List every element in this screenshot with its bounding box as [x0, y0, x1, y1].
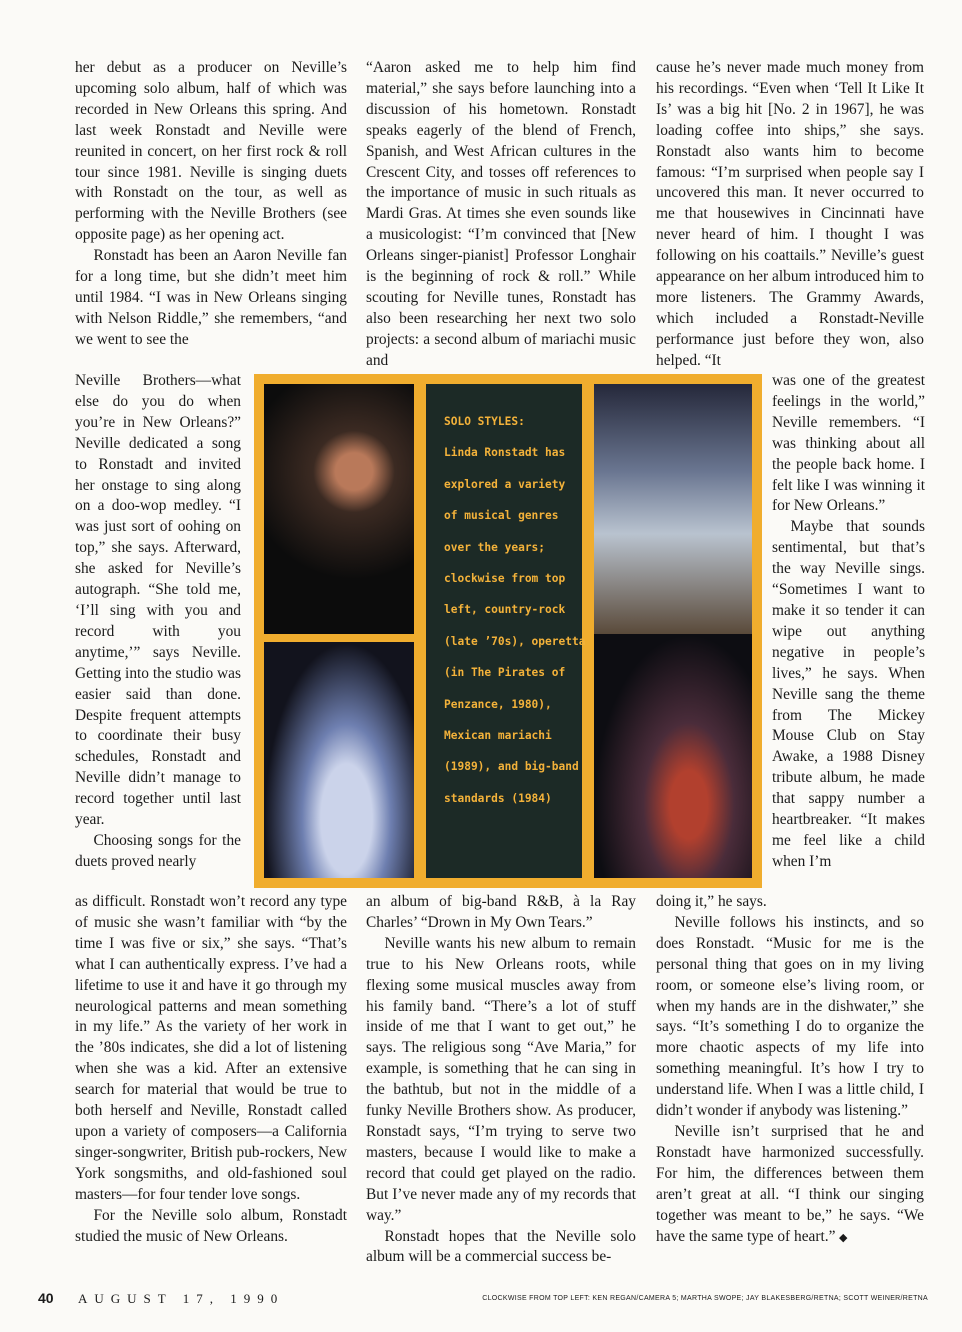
caption-line: explored a variety	[444, 477, 566, 491]
article-paragraph: Maybe that sounds sentimental, but that’s the way Neville sings. “Sometimes I want to make it so tender it can wipe out anything negative in people’s lives,” he says. When Neville sang the theme from The Mickey Mouse Club on Stay Awake, a 1988 Disney tribute album, he made that sappy number a heartbreaker. “It makes me feel like a child when I’m	[772, 518, 925, 870]
article-paragraph: an album of big-band R&B, à la Ray Charles’ “Drown in My Own Tears.”	[366, 893, 636, 931]
caption-line: of musical genres	[444, 509, 559, 523]
article-column-2-top	[366, 58, 636, 372]
photo-credits: CLOCKWISE FROM TOP LEFT: KEN REGAN/CAMERA 5; MARTHA SWOPE; JAY BLAKESBERG/RETNA; SCOTT WEINER/RETNA	[482, 1295, 928, 1302]
article-paragraph: Neville Brothers—what else do you do when you’re in New Orleans?” Neville dedicated a song to Ronstadt and invited her onstage to sing along on a doo-wop medley. “I was just sort of oohing on top,” she says. Afterward, she asked for Neville’s autograph. “She told me, ‘I’ll sing with you and record with you anytime,’” says Neville. Getting into the studio was easier said than done. Despite frequent attempts to coordinate their busy schedules, Ronstadt and Neville didn’t manage to record together until last year.	[75, 372, 241, 829]
article-column-3-beside-photos	[772, 371, 925, 873]
article-paragraph: Choosing songs for the duets proved nearly	[75, 831, 241, 870]
issue-date: AUGUST 17, 1990	[78, 1291, 285, 1306]
caption-line: (1989), and big-band	[444, 760, 579, 774]
article-column-1-bottom	[75, 892, 347, 1247]
caption-line: SOLO STYLES:	[444, 415, 525, 428]
caption-line: left, country-rock	[444, 603, 566, 617]
end-mark-icon: ◆	[835, 1230, 848, 1244]
photo-operetta	[594, 384, 752, 634]
photo-country-rock	[264, 384, 414, 634]
article-column-3-top	[656, 58, 924, 372]
article-paragraph: Ronstadt hopes that the Neville solo album will be a commercial success be-	[366, 1227, 636, 1266]
caption-line: Linda Ronstadt has	[444, 446, 566, 460]
photo-collage	[254, 374, 762, 888]
caption-line: Penzance, 1980),	[444, 697, 552, 711]
photo-big-band	[264, 642, 414, 878]
caption-line: over the years;	[444, 540, 546, 554]
caption-line: (in The Pirates of	[444, 666, 566, 680]
article-column-1-top	[75, 58, 347, 351]
article-paragraph: Neville isn’t surprised that he and Ronstadt have harmonized successfully. For him, the differences between them aren’t great at all. “I think our singing together was meant to be,” he says. “We have the same type of heart.” ◆	[656, 1122, 924, 1245]
article-paragraph: cause he’s never made much money from his recordings. “Even when ‘Tell It Like It Is’ was a big hit [No. 2 in 1967], he was loading coffee into ships,” she says. Ronstadt also wants him to become famous: “I’m surprised when people say I uncovered this man. It never occurred to me that housewives in Cincinnati have never heard of him. I thought I was following on his coattails.” Neville’s guest appearance on her album introduced him to more listeners. The Grammy Awards, which included a Ronstadt-Neville performance just before they won, also helped. “It	[656, 59, 924, 369]
page-footer	[38, 1290, 928, 1310]
article-column-1-beside-photos	[75, 371, 241, 873]
photo-caption	[426, 384, 586, 878]
article-column-3-bottom	[656, 892, 924, 1248]
article-paragraph: Neville follows his instincts, and so does Ronstadt. “Music for me is the personal thing that goes on in my living room, or someone else’s living room, or when my hands are in the dishwater,” she says. “It’s something I do to organize the more chaotic aspects of my life into something meaningful. It’s how I try to understand life. When I was a little child, I didn’t wonder if anybody was listening.”	[656, 913, 924, 1120]
article-paragraph: doing it,” he says.	[656, 893, 767, 910]
article-paragraph: For the Neville solo album, Ronstadt studied the music of New Orleans.	[75, 1206, 347, 1245]
article-paragraph: Neville wants his new album to remain true to his New Orleans roots, while flexing some musical muscles away from his family band. “There’s a lot of stuff inside of me that I want to get out,” he says. The religious song “Ave Maria,” for example, is something that he can sing in the bathtub, but not in the middle of a funky Neville Brothers show. As producer, Ronstadt says, “I’m trying to serve two masters, because I would like to make a record that could get played on the radio. But I’ve never made any of my records that way.”	[366, 934, 636, 1224]
caption-line: clockwise from top	[444, 572, 566, 586]
photo-mariachi	[594, 634, 752, 878]
caption-line: (late ’70s), operetta	[444, 634, 586, 648]
article-paragraph: as difficult. Ronstadt won’t record any type of music she wasn’t familiar with “by the time I was five or six,” she says. “That’s what I can authentically express. I’ve had a lifetime to use it and have it go through my neurological patterns and mean something in my life.” As the variety of her work in the ’80s indicates, she did a lot of listening when she was a kid. After an extensive search for material that would be true to both herself and Neville, Ronstadt called upon a variety of composers—a California singer-songwriter, British pub-rockers, New York songsmiths, and old-fashioned soul masters—for four tender love songs.	[75, 893, 347, 1203]
article-paragraph: “Aaron asked me to help him find material,” she says before launching into a discussion of his hometown. Ronstadt speaks eagerly of the blend of French, Spanish, and West African cultures in the Crescent City, and tosses off references to the importance of music in such rituals as Mardi Gras. At times she even sounds like a musicologist: “I’m convinced that [New Orleans singer-pianist] Professor Longhair is the beginning of rock & roll.” While scouting for Neville tunes, Ronstadt has also been researching her next two solo projects: a second album of mariachi music and	[366, 59, 636, 369]
article-paragraph: her debut as a producer on Neville’s upcoming solo album, half of which was recorded in New Orleans this spring. And last week Ronstadt and Neville were reunited in concert, on her first rock & roll tour since 1981. Neville is singing duets with Ronstadt on the tour, as well as performing with the Neville Brothers (see opposite page) as her opening act.	[75, 59, 347, 244]
page-number: 40	[38, 1290, 54, 1306]
caption-line: Mexican mariachi	[444, 729, 552, 743]
article-paragraph: was one of the greatest feelings in the world,” Neville remembers. “I was thinking about all the people back home. I felt like I was winning it for New Orleans.”	[772, 372, 925, 515]
article-paragraph: Ronstadt has been an Aaron Neville fan for a long time, but she didn’t meet him until 1984. “I was in New Orleans singing with Nelson Riddle,” she remembers, “and we went to see the	[75, 247, 347, 348]
article-column-2-bottom	[366, 892, 636, 1268]
caption-line: standards (1984)	[444, 791, 552, 805]
